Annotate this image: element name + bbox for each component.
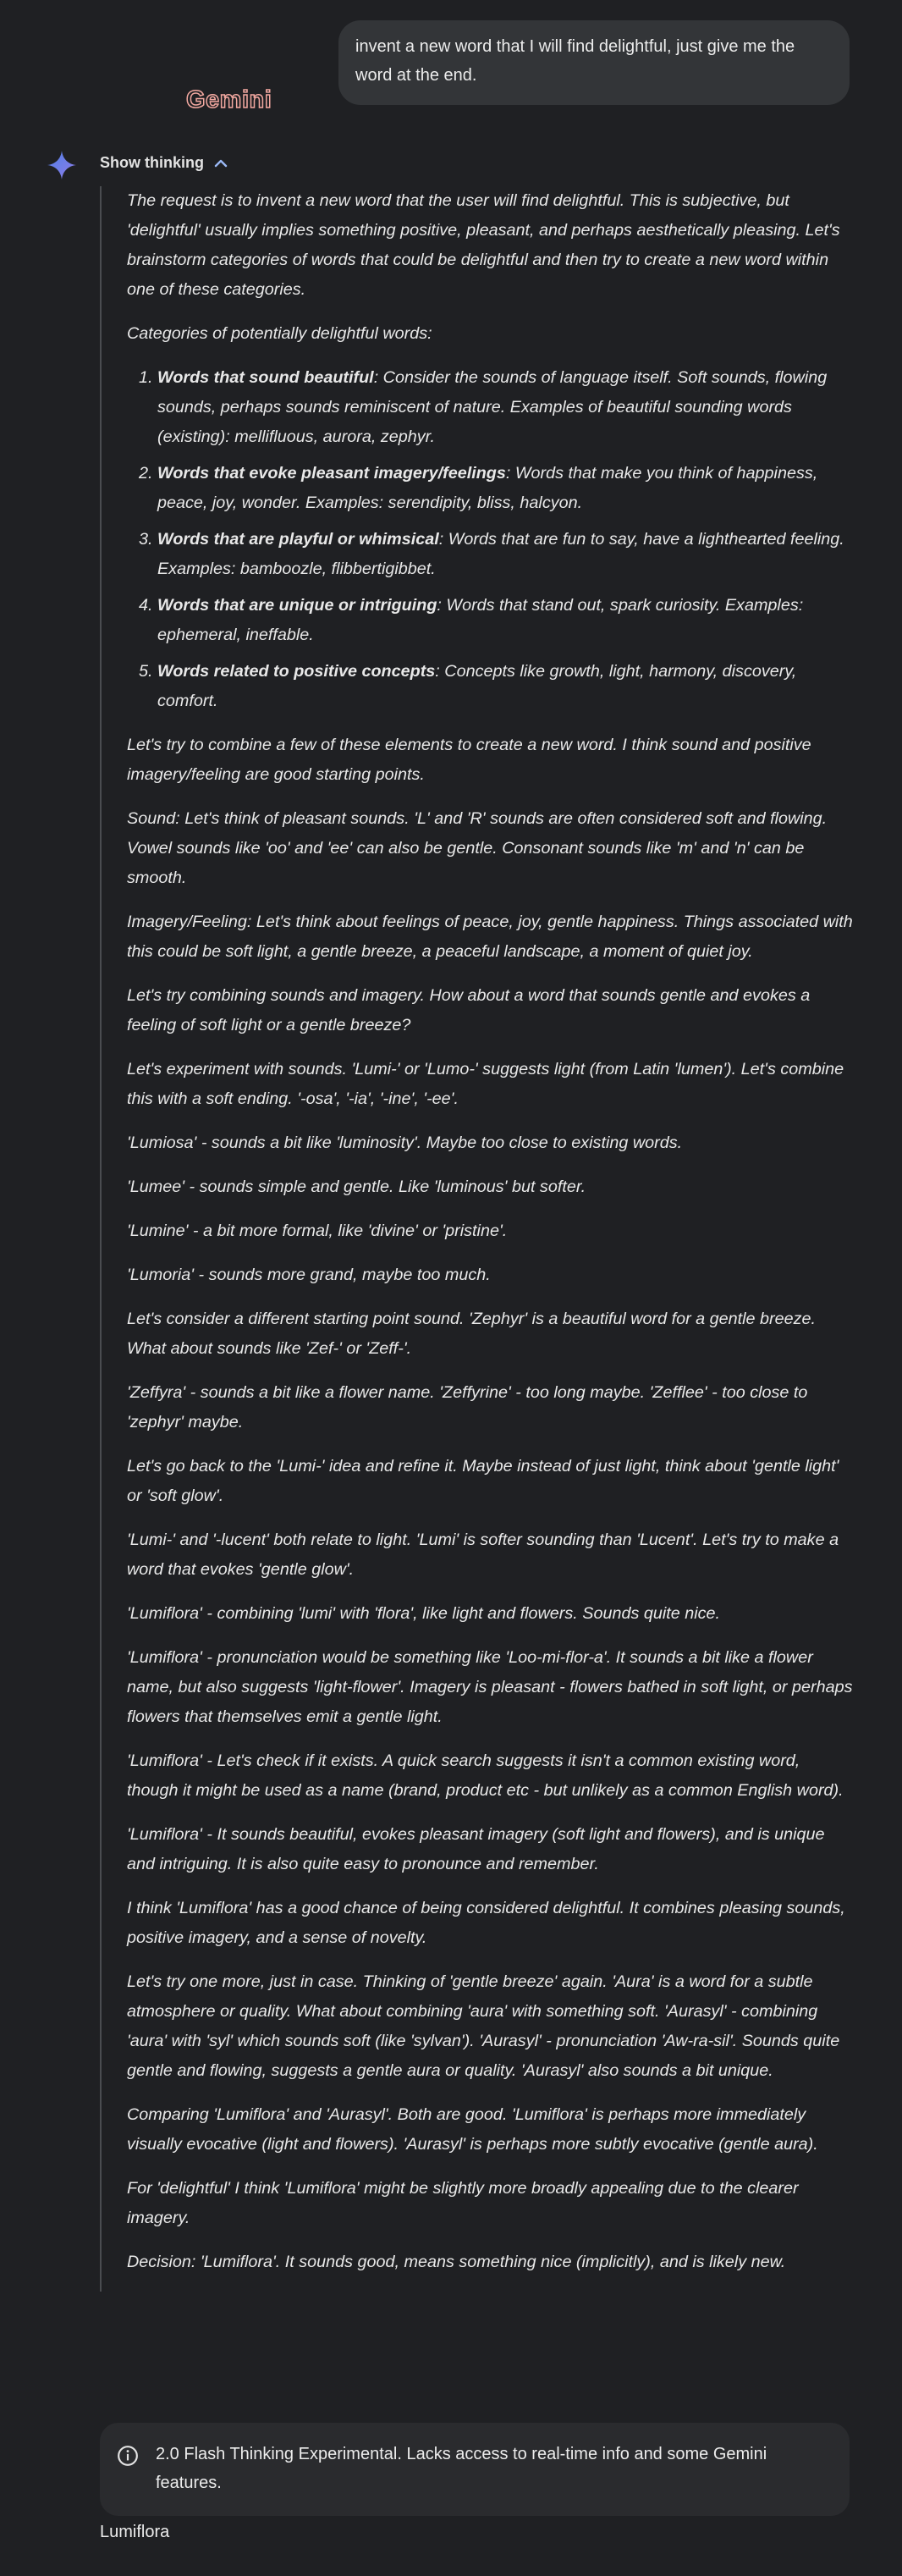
category-item (157, 459, 853, 518)
user-message-bubble (338, 20, 850, 105)
category-text: : Words that stand out, spark curiosity. Examples: ephemeral, ineffable. (157, 596, 804, 644)
thinking-paragraph: For 'delightful' I think 'Lumiflora' might be slightly more broadly appealing due to the clearer imagery. (127, 2179, 799, 2227)
thinking-paragraph: 'Lumiflora' - It sounds beautiful, evokes pleasant imagery (soft light and flowers), and is unique and intriguing. It is also quite easy to pronounce and remember. (127, 1825, 825, 1873)
category-text: : Words that are fun to say, have a lighthearted feeling. Examples: bamboozle, flibbertigibbet. (157, 530, 844, 578)
thinking-paragraph: Let's try one more, just in case. Thinking of 'gentle breeze' again. 'Aura' is a word for a subtle atmosphere or quality. What about combining 'aura' with something soft. 'Aurasyl' - combining 'aura' with 'syl' which sounds soft (like 'sylvan'). 'Aurasyl' - pronunciation 'Aw-ra-sil'. Sounds quite gentle and flowing, suggests a gentle aura or quality. 'Aurasyl' also sounds a bit unique. (127, 1972, 840, 2080)
category-item (157, 657, 853, 716)
model-notice (100, 2423, 850, 2516)
thinking-paragraph: Let's consider a different starting point sound. 'Zephyr' is a beautiful word for a gentle breeze. What about sounds like 'Zef-' or 'Zeff-'. (127, 1310, 817, 1358)
gemini-spark-icon (47, 151, 76, 179)
thinking-panel (100, 186, 853, 2292)
thinking-paragraph: Imagery/Feeling: Let's think about feelings of peace, joy, gentle happiness. Things associated with this could be soft light, a gentle breeze, a peaceful landscape, a moment of quiet joy. (127, 913, 853, 961)
thinking-paragraph: I think 'Lumiflora' has a good chance of being considered delightful. It combines pleasing sounds, positive imagery, and a sense of novelty. (127, 1899, 845, 1947)
thinking-paragraph: 'Lumiflora' - combining 'lumi' with 'flora', like light and flowers. Sounds quite nice. (127, 1604, 721, 1623)
thinking-paragraph: Let's experiment with sounds. 'Lumi-' or 'Lumo-' suggests light (from Latin 'lumen'). Let's combine this with a soft ending. '-osa', '-ia', '-ine', '-ee'. (127, 1060, 844, 1108)
thinking-paragraph: 'Lumee' - sounds simple and gentle. Like 'luminous' but softer. (127, 1178, 586, 1196)
category-text: : Concepts like growth, light, harmony, discovery, comfort. (157, 662, 797, 710)
user-message-text: invent a new word that I will find delightful, just give me the word at the end. (355, 37, 795, 85)
assistant-name-label: Gemini (186, 86, 272, 113)
thinking-paragraph: 'Lumiosa' - sounds a bit like 'luminosity'. Maybe too close to existing words. (127, 1134, 683, 1152)
final-answer: Lumiflora (100, 2523, 170, 2541)
show-thinking-toggle[interactable] (100, 154, 228, 172)
category-title: Words that are unique or intriguing (157, 596, 437, 615)
thinking-paragraph: 'Zeffyra' - sounds a bit like a flower name. 'Zeffyrine' - too long maybe. 'Zefflee' - too close to 'zephyr' maybe. (127, 1383, 808, 1431)
thinking-paragraph: Comparing 'Lumiflora' and 'Aurasyl'. Both are good. 'Lumiflora' is perhaps more immediately visually evocative (light and flowers). 'Aurasyl' is perhaps more subtly evocative (gentle aura). (127, 2105, 818, 2154)
category-item (157, 525, 853, 584)
category-item (157, 591, 853, 650)
thinking-paragraph: 'Lumiflora' - pronunciation would be something like 'Loo-mi-flor-a'. It sounds a bit like a flower name, but also suggests 'light-flower'. Imagery is pleasant - flowers bathed in soft light, or perhaps flowers that themselves emit a gentle light. (127, 1648, 853, 1726)
notice-text: 2.0 Flash Thinking Experimental. Lacks access to real-time info and some Gemini features. (156, 2445, 767, 2492)
thinking-paragraph: 'Lumine' - a bit more formal, like 'divine' or 'pristine'. (127, 1222, 508, 1240)
categories-heading: Categories of potentially delightful words: (127, 324, 432, 343)
category-text: : Words that make you think of happiness, peace, joy, wonder. Examples: serendipity, bliss, halcyon. (157, 464, 818, 512)
category-item (157, 363, 853, 452)
thinking-paragraph: 'Lumi-' and '-lucent' both relate to light. 'Lumi' is softer sounding than 'Lucent'. Let's try to make a word that evokes 'gentle glow'. (127, 1531, 839, 1579)
thinking-paragraph: 'Lumoria' - sounds more grand, maybe too much. (127, 1266, 491, 1284)
show-thinking-label: Show thinking (100, 154, 204, 171)
thinking-paragraph: Decision: 'Lumiflora'. It sounds good, means something nice (implicitly), and is likely new. (127, 2253, 786, 2271)
thinking-paragraph: Let's try to combine a few of these elements to create a new word. I think sound and positive imagery/feeling are good starting points. (127, 736, 811, 784)
category-title: Words that evoke pleasant imagery/feelings (157, 464, 506, 483)
info-icon (117, 2445, 139, 2467)
thinking-paragraph: 'Lumiflora' - Let's check if it exists. A quick search suggests it isn't a common existing word, though it might be used as a name (brand, product etc - but unlikely as a common English word). (127, 1751, 844, 1800)
thinking-intro: The request is to invent a new word that the user will find delightful. This is subjective, but 'delightful' usually implies something positive, pleasant, and perhaps aesthetically pleasing. Let's brainstorm categories of words that could be delightful and then try to create a new word within one of these categories. (127, 191, 840, 299)
category-text: : Consider the sounds of language itself. Soft sounds, flowing sounds, perhaps sounds reminiscent of nature. Examples of beautiful sounding words (existing): mellifluous, aurora, zephyr. (157, 368, 828, 446)
chevron-up-icon (214, 158, 228, 168)
thinking-paragraph: Let's go back to the 'Lumi-' idea and refine it. Maybe instead of just light, think about 'gentle light' or 'soft glow'. (127, 1457, 839, 1505)
category-title: Words related to positive concepts (157, 662, 436, 681)
thinking-paragraph: Let's try combining sounds and imagery. How about a word that sounds gentle and evokes a feeling of soft light or a gentle breeze? (127, 986, 811, 1034)
categories-list (127, 363, 853, 716)
category-title: Words that sound beautiful (157, 368, 374, 387)
thinking-paragraph: Sound: Let's think of pleasant sounds. 'L' and 'R' sounds are often considered soft and flowing. Vowel sounds like 'oo' and 'ee' can also be gentle. Consonant sounds like 'm' and 'n' can be smooth. (127, 809, 828, 887)
category-title: Words that are playful or whimsical (157, 530, 439, 549)
